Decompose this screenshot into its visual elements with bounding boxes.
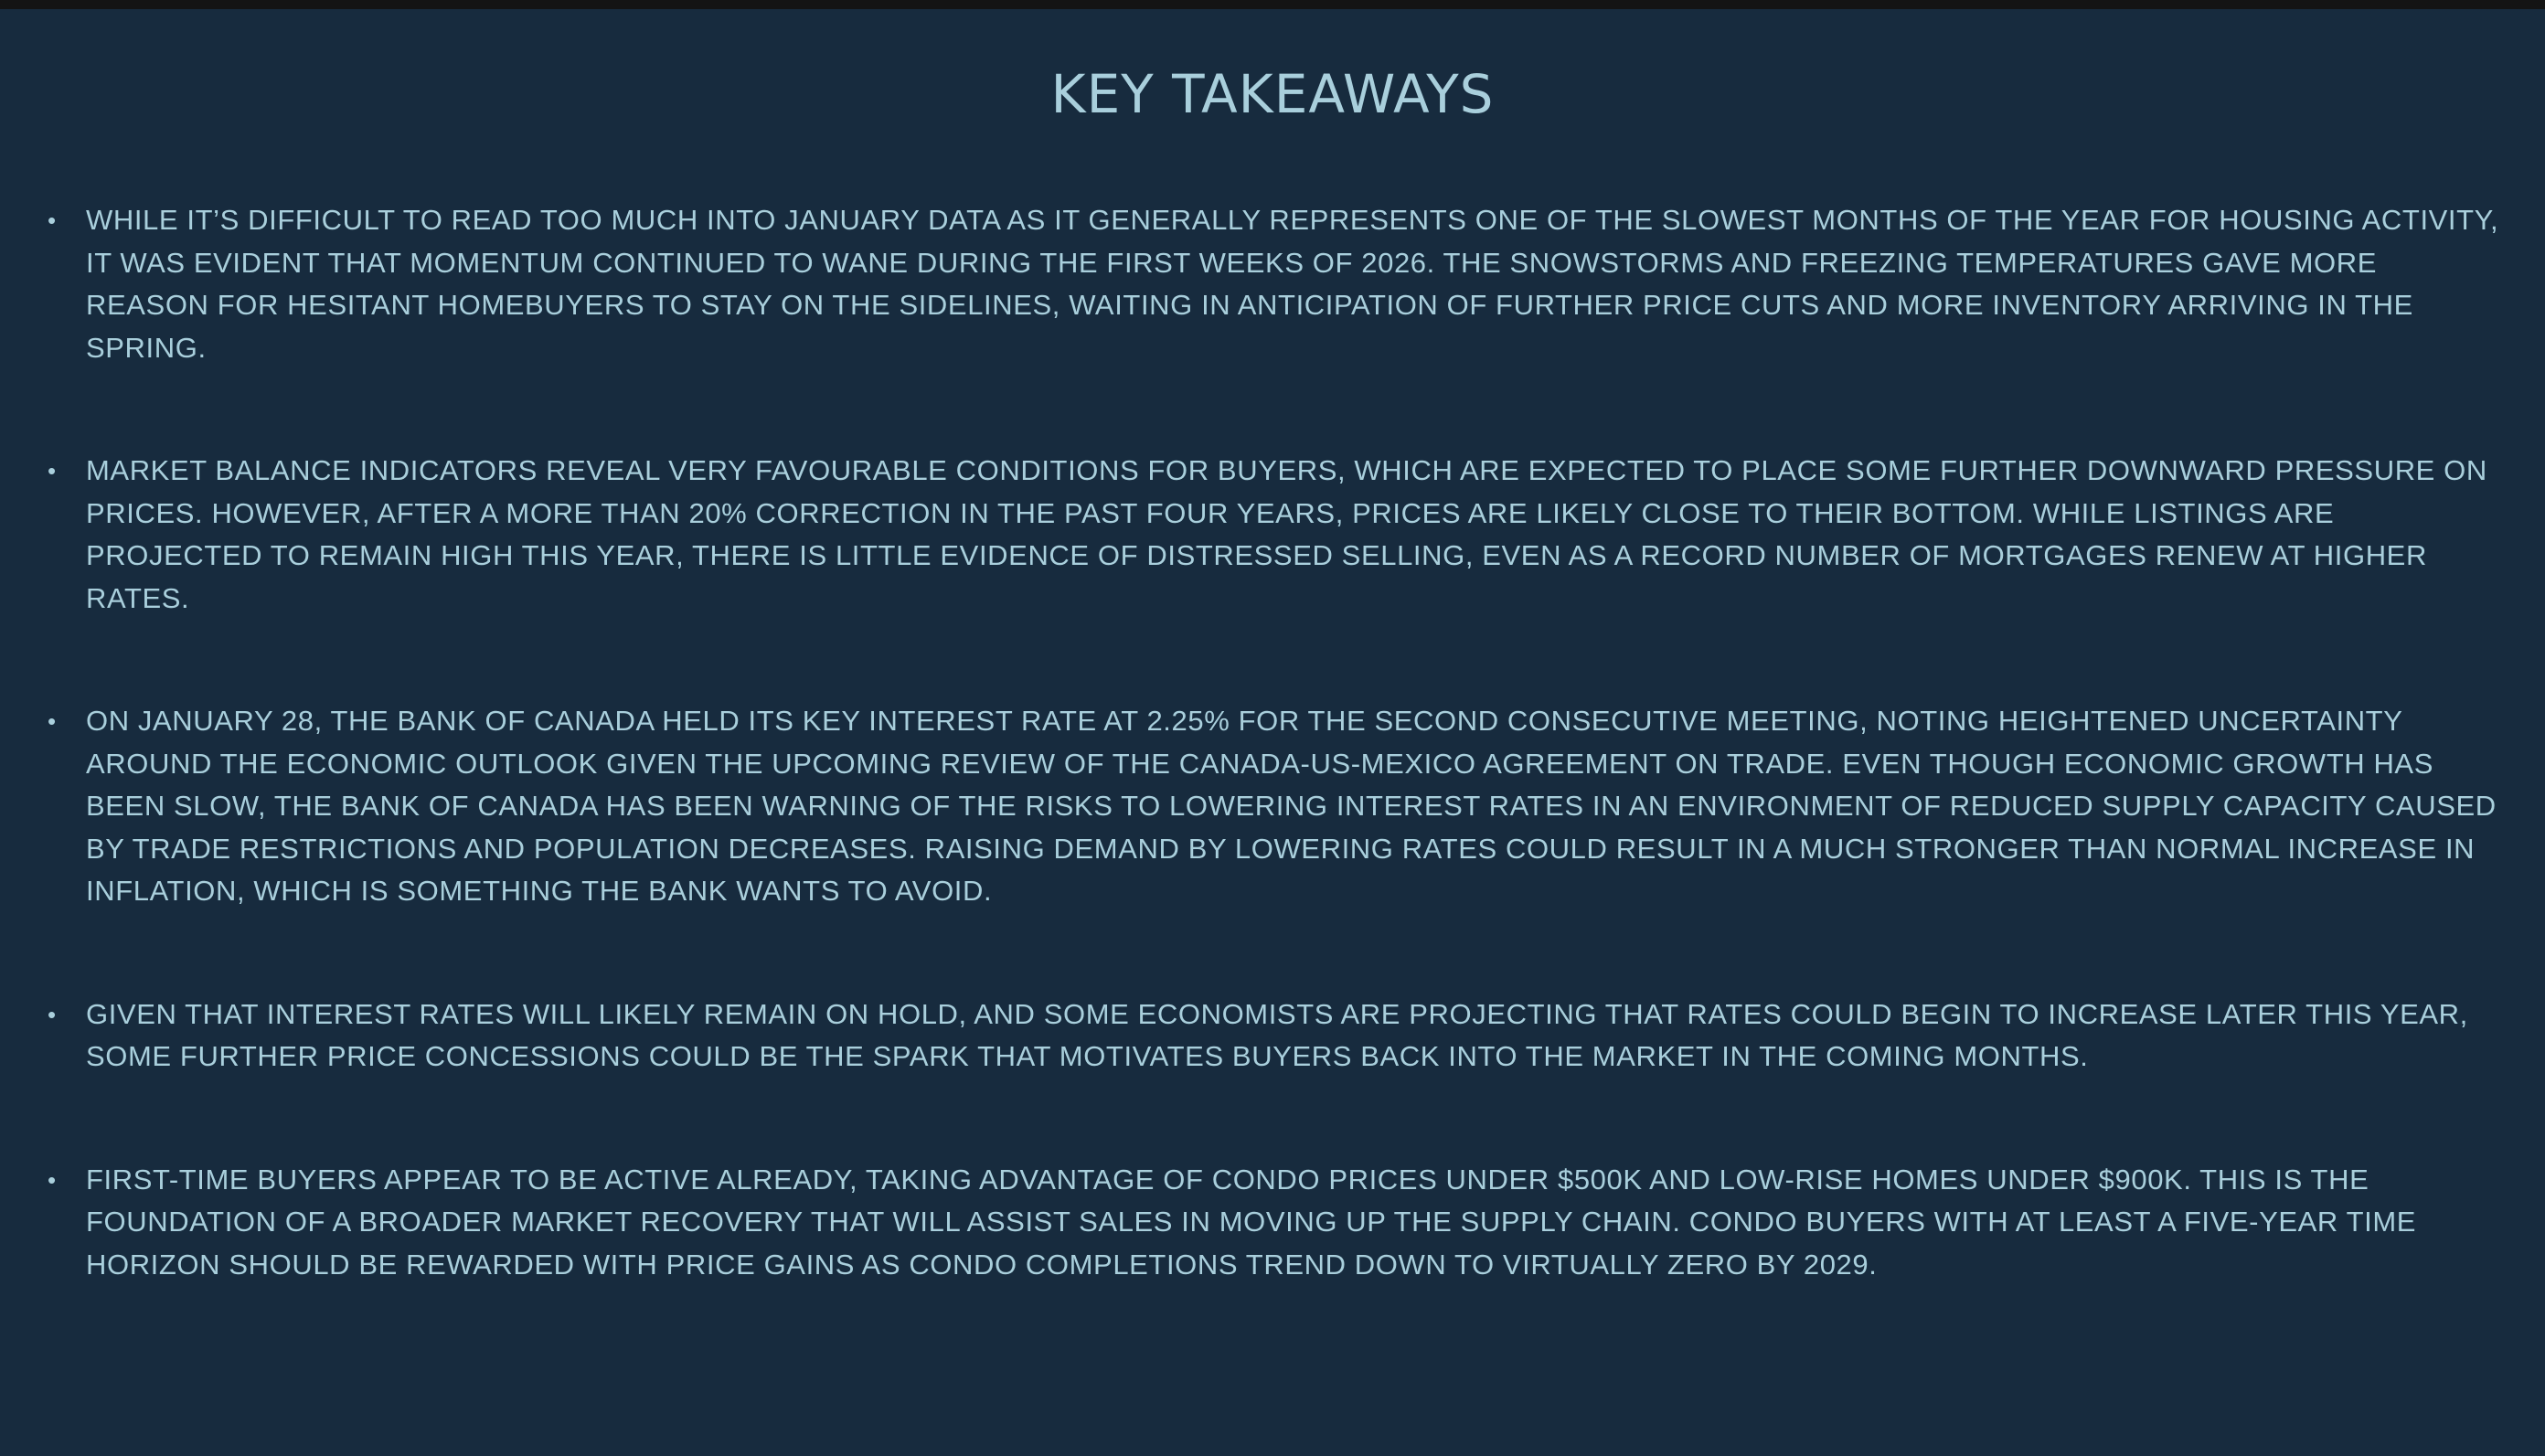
takeaways-list (0, 199, 2545, 1286)
takeaway-text: MARKET BALANCE INDICATORS REVEAL VERY FAVOURABLE CONDITIONS FOR BUYERS, WHICH ARE EXPECTED TO PLACE SOME FURTHER DOWNWARD PRESSURE ON PRICES. HOWEVER, AFTER A MORE THAN 20% CORRECTION IN THE PAST FOUR YEARS, PRICES ARE LIKELY CLOSE TO THEIR BOTTOM. WHILE LISTINGS ARE PROJECTED TO REMAIN HIGH THIS YEAR, THERE IS LITTLE EVIDENCE OF DISTRESSED SELLING, EVEN AS A RECORD NUMBER OF MORTGAGES RENEW AT HIGHER RATES. (86, 454, 2487, 614)
bullet-icon: • (48, 207, 57, 234)
bullet-icon: • (48, 707, 57, 735)
takeaway-item-bank-of-canada (0, 700, 2545, 913)
takeaway-text: ON JANUARY 28, THE BANK OF CANADA HELD ITS KEY INTEREST RATE AT 2.25% FOR THE SECOND CONSECUTIVE MEETING, NOTING HEIGHTENED UNCERTAINTY AROUND THE ECONOMIC OUTLOOK GIVEN THE UPCOMING REVIEW OF THE CANADA-US-MEXICO AGREEMENT ON TRADE. EVEN THOUGH ECONOMIC GROWTH HAS BEEN SLOW, THE BANK OF CANADA HAS BEEN WARNING OF THE RISKS TO LOWERING INTEREST RATES IN AN ENVIRONMENT OF REDUCED SUPPLY CAPACITY CAUSED BY TRADE RESTRICTIONS AND POPULATION DECREASES. RAISING DEMAND BY LOWERING RATES COULD RESULT IN A MUCH STRONGER THAN NORMAL INCREASE IN INFLATION, WHICH IS SOMETHING THE BANK WANTS TO AVOID. (86, 705, 2497, 907)
bullet-icon: • (48, 457, 57, 484)
takeaway-item-market-balance (0, 450, 2545, 620)
takeaway-text: WHILE IT’S DIFFICULT TO READ TOO MUCH INTO JANUARY DATA AS IT GENERALLY REPRESENTS ONE OF THE SLOWEST MONTHS OF THE YEAR FOR HOUSING ACTIVITY, IT WAS EVIDENT THAT MOMENTUM CONTINUED TO WANE DURING THE FIRST WEEKS OF 2026. THE SNOWSTORMS AND FREEZING TEMPERATURES GAVE MORE REASON FOR HESITANT HOMEBUYERS TO STAY ON THE SIDELINES, WAITING IN ANTICIPATION OF FURTHER PRICE CUTS AND MORE INVENTORY ARRIVING IN THE SPRING. (86, 204, 2499, 364)
bullet-icon: • (48, 1000, 57, 1028)
slide-title: KEY TAKEAWAYS (1050, 63, 1495, 125)
takeaway-item-first-time-buyers (0, 1159, 2545, 1287)
takeaway-item-january-momentum (0, 199, 2545, 369)
takeaway-item-rates-on-hold (0, 994, 2545, 1079)
takeaway-text: FIRST-TIME BUYERS APPEAR TO BE ACTIVE ALREADY, TAKING ADVANTAGE OF CONDO PRICES UNDER $500K AND LOW-RISE HOMES UNDER $900K. THIS IS THE FOUNDATION OF A BROADER MARKET RECOVERY THAT WILL ASSIST SALES IN MOVING UP THE SUPPLY CHAIN. CONDO BUYERS WITH AT LEAST A FIVE-YEAR TIME HORIZON SHOULD BE REWARDED WITH PRICE GAINS AS CONDO COMPLETIONS TREND DOWN TO VIRTUALLY ZERO BY 2029. (86, 1163, 2417, 1281)
window-top-bar (0, 0, 2545, 9)
bullet-icon: • (48, 1165, 57, 1194)
takeaway-text: GIVEN THAT INTEREST RATES WILL LIKELY REMAIN ON HOLD, AND SOME ECONOMISTS ARE PROJECTING THAT RATES COULD BEGIN TO INCREASE LATER THIS YEAR, SOME FURTHER PRICE CONCESSIONS COULD BE THE SPARK THAT MOTIVATES BUYERS BACK INTO THE MARKET IN THE COMING MONTHS. (86, 997, 2468, 1072)
slide-canvas (0, 9, 2545, 1456)
